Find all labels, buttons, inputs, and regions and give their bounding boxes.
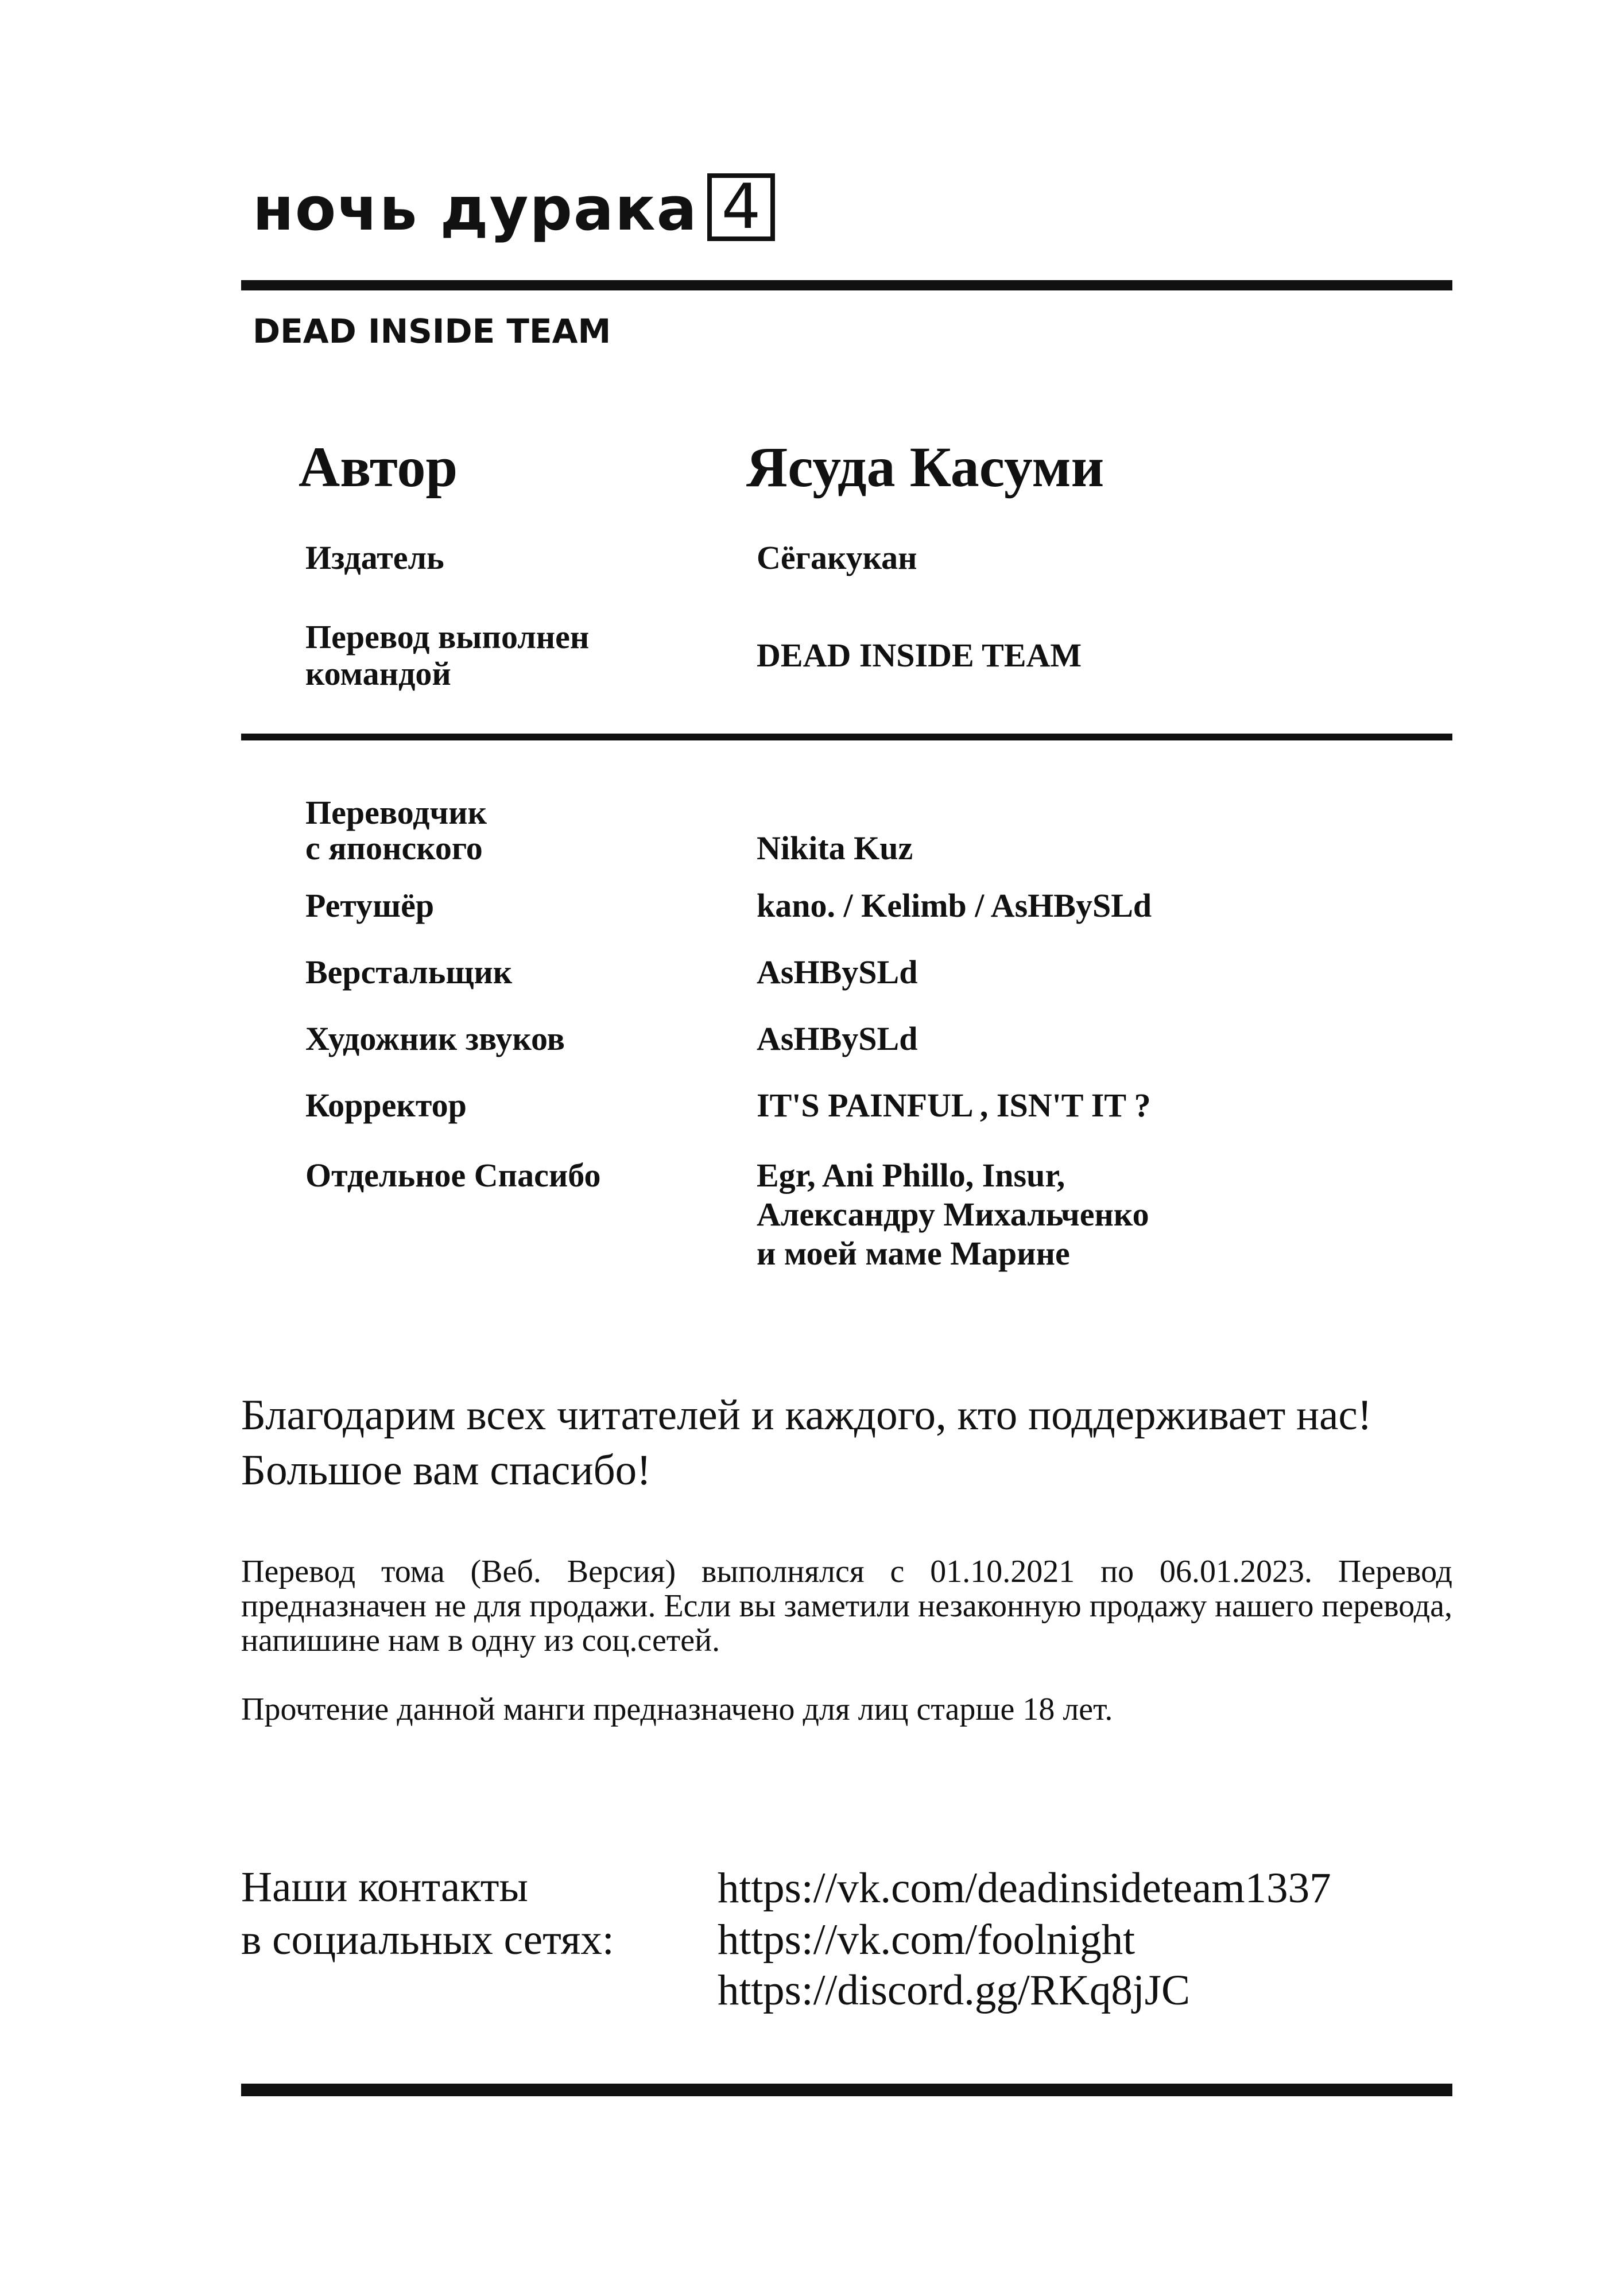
translation-notice: Перевод тома (Веб. Версия) выполнялся с 01.10.2021 по 06.01.2023. Перевод предназначен не для продажи. Если вы заметили незаконную продажу нашего перевода, напишине нам в одну из соц.сетей.: [241, 1554, 1453, 1658]
typesetter-value: AsHBySLd: [757, 953, 918, 991]
translated-by-label-line1: Перевод выполнен: [305, 618, 590, 656]
team-name: DEAD INSIDE TEAM: [253, 312, 611, 351]
age-restriction: Прочтение данной манги предназначено для лиц старше 18 лет.: [241, 1692, 1113, 1727]
special-thanks-line2: Александру Михальченко: [757, 1196, 1149, 1233]
header-divider: [241, 280, 1452, 290]
vk-foolnight-link[interactable]: https://vk.com/foolnight: [718, 1916, 1135, 1964]
proofreader-value: IT'S PAINFUL , ISN'T IT ?: [757, 1087, 1151, 1124]
sfx-artist-value: AsHBySLd: [757, 1020, 918, 1057]
translator-label-line1: Переводчик: [305, 794, 487, 831]
vk-team-link[interactable]: https://vk.com/deadinsideteam1337: [718, 1864, 1331, 1912]
publisher-value: Сёгакукан: [757, 539, 917, 576]
discord-link[interactable]: https://discord.gg/RKq8jJC: [718, 1967, 1190, 2014]
volume-number-box: [707, 173, 775, 241]
special-thanks-line1: Egr, Ani Phillo, Insur,: [757, 1157, 1065, 1194]
contacts-label-line2: в социальных сетях:: [241, 1916, 614, 1964]
translator-value: Nikita Kuz: [757, 829, 913, 867]
special-thanks-line3: и моей маме Марине: [757, 1235, 1070, 1272]
special-thanks-label: Отдельное Спасибо: [305, 1157, 601, 1194]
contacts-label-line1: Наши контакты: [241, 1863, 528, 1911]
translator-label-line2: с японского: [305, 829, 483, 867]
translated-by-label-line2: командой: [305, 655, 451, 692]
credits-divider: [241, 734, 1452, 740]
publisher-label: Издатель: [305, 539, 444, 576]
retoucher-value: kano. / Kelimb / AsHBySLd: [757, 887, 1152, 924]
thanks-line1: Благодарим всех читателей и каждого, кто поддерживает нас!: [241, 1391, 1372, 1439]
series-title: ночь дурака: [253, 174, 698, 244]
thanks-line2: Большое вам спасибо!: [241, 1446, 652, 1494]
proofreader-label: Корректор: [305, 1087, 467, 1124]
author-label: Автор: [299, 435, 458, 499]
footer-divider: [241, 2084, 1452, 2096]
volume-number: 4: [721, 171, 761, 243]
retoucher-label: Ретушёр: [305, 887, 435, 924]
sfx-artist-label: Художник звуков: [305, 1020, 565, 1057]
author-value: Ясуда Касуми: [746, 435, 1104, 499]
translated-by-value: DEAD INSIDE TEAM: [757, 637, 1082, 674]
typesetter-label: Верстальщик: [305, 953, 513, 991]
